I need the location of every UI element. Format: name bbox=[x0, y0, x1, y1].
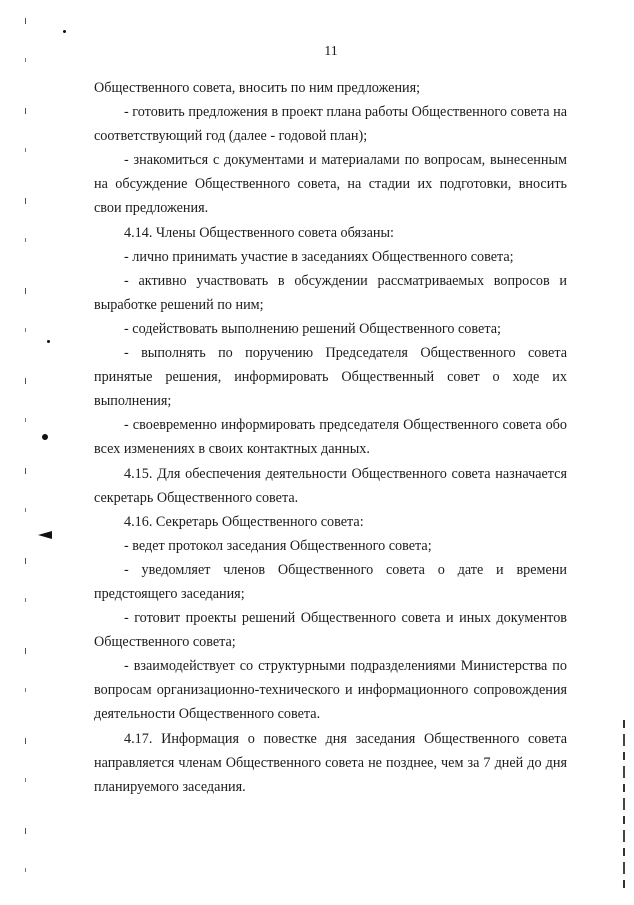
paragraph: - ведет протокол заседания Общественного совета; bbox=[124, 537, 432, 554]
scan-edge-artifact-right bbox=[623, 720, 625, 890]
scan-speck bbox=[42, 434, 48, 440]
paragraph: 4.16. Секретарь Общественного совета: bbox=[124, 513, 364, 530]
page-number: 11 bbox=[324, 44, 338, 59]
paragraph: - взаимодействует со структурными подразделениями Министерства по вопросам организационно-технического и информационного сопровождения деятельности Общественного совета. bbox=[94, 658, 567, 723]
paragraph: - знакомиться с документами и материалами по вопросам, вынесенным на обсуждение Общественного совета, на стадии их подготовки, вносить свои предложения. bbox=[94, 152, 567, 217]
paragraph: - готовит проекты решений Общественного совета и иных документов Общественного совета; bbox=[94, 610, 567, 651]
paragraph: - активно участвовать в обсуждении рассматриваемых вопросов и выработке решений по ним; bbox=[94, 272, 567, 313]
scan-speck bbox=[63, 30, 66, 33]
scan-speck bbox=[47, 340, 50, 343]
paragraph: - лично принимать участие в заседаниях Общественного совета; bbox=[124, 248, 514, 265]
scan-edge-artifact-left bbox=[25, 18, 26, 878]
paragraph: 4.14. Члены Общественного совета обязаны: bbox=[124, 224, 394, 241]
paragraph: - готовить предложения в проект плана работы Общественного совета на соответствующий год (далее - годовой план); bbox=[94, 104, 567, 145]
paragraph: 4.17. Информация о повестке дня заседания Общественного совета направляется членам Общественного совета не позднее, чем за 7 дней до дня планируемого заседания. bbox=[94, 730, 567, 795]
paragraph: - уведомляет членов Общественного совета о дате и времени предстоящего заседания; bbox=[94, 561, 567, 602]
paragraph: - своевременно информировать председателя Общественного совета обо всех изменениях в своих контактных данных. bbox=[94, 417, 567, 458]
paragraph: 4.15. Для обеспечения деятельности Общественного совета назначается секретарь Общественного совета. bbox=[94, 465, 567, 506]
paragraph: - содействовать выполнению решений Общественного совета; bbox=[124, 320, 501, 337]
paragraph: Общественного совета, вносить по ним предложения; bbox=[94, 80, 421, 96]
document-body bbox=[94, 76, 567, 799]
paragraph: - выполнять по поручению Председателя Общественного совета принятые решения, информировать Общественный совет о ходе их выполнения; bbox=[94, 345, 567, 410]
scan-arrow-mark bbox=[38, 531, 52, 539]
